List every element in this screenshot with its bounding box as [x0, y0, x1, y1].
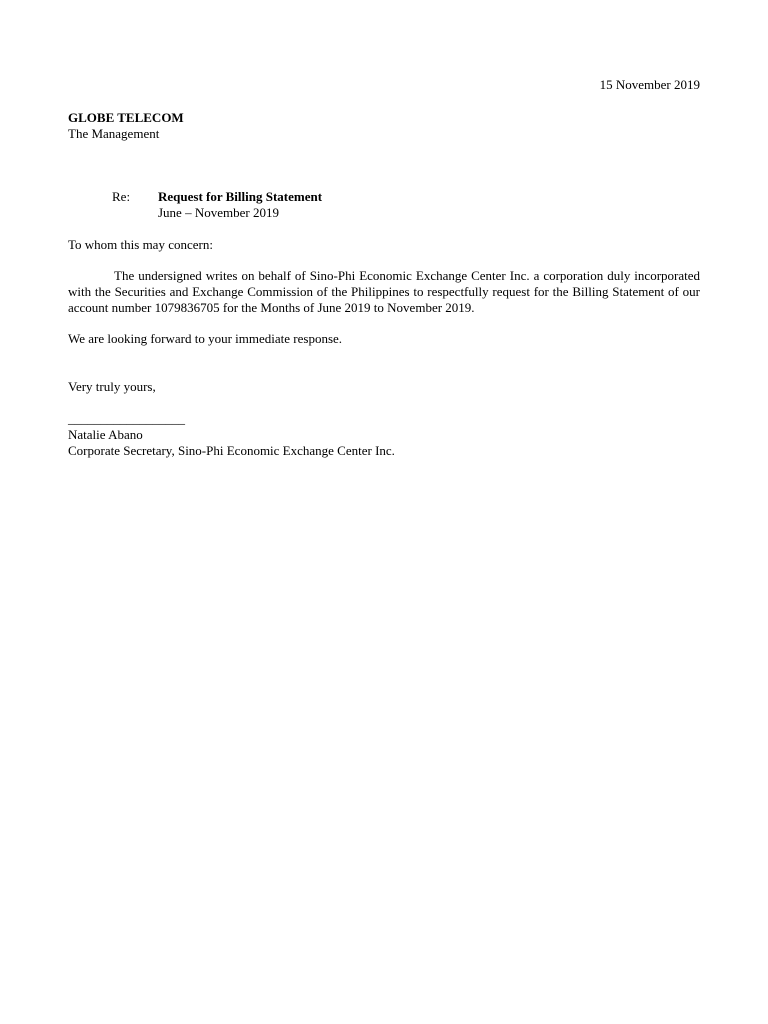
recipient-block [68, 110, 184, 142]
reference-subject-block [158, 189, 322, 221]
valediction: Very truly yours, [68, 379, 156, 394]
signature-line: __________________ [68, 411, 185, 426]
signatory-title: Corporate Secretary, Sino-Phi Economic Exchange Center Inc. [68, 443, 395, 458]
recipient-department: The Management [68, 126, 160, 141]
closing-line: We are looking forward to your immediate response. [68, 331, 343, 346]
signatory-name: Natalie Abano [68, 427, 143, 442]
recipient-company: GLOBE TELECOM [68, 110, 184, 125]
reference-label: Re: [112, 189, 131, 204]
salutation: To whom this may concern: [68, 237, 213, 252]
body-paragraph: The undersigned writes on behalf of Sino-Phi Economic Exchange Center Inc. a corporation duly incorporated with the Securities and Exchange Commission of the Philippines to respectfully request for the Billing Statement of our account number 1079836705 for the Months of June 2019 to November 2019. [68, 268, 700, 315]
reference-subject: Request for Billing Statement [158, 189, 323, 204]
reference-period: June – November 2019 [158, 205, 279, 220]
letter-date: 15 November 2019 [599, 77, 700, 92]
